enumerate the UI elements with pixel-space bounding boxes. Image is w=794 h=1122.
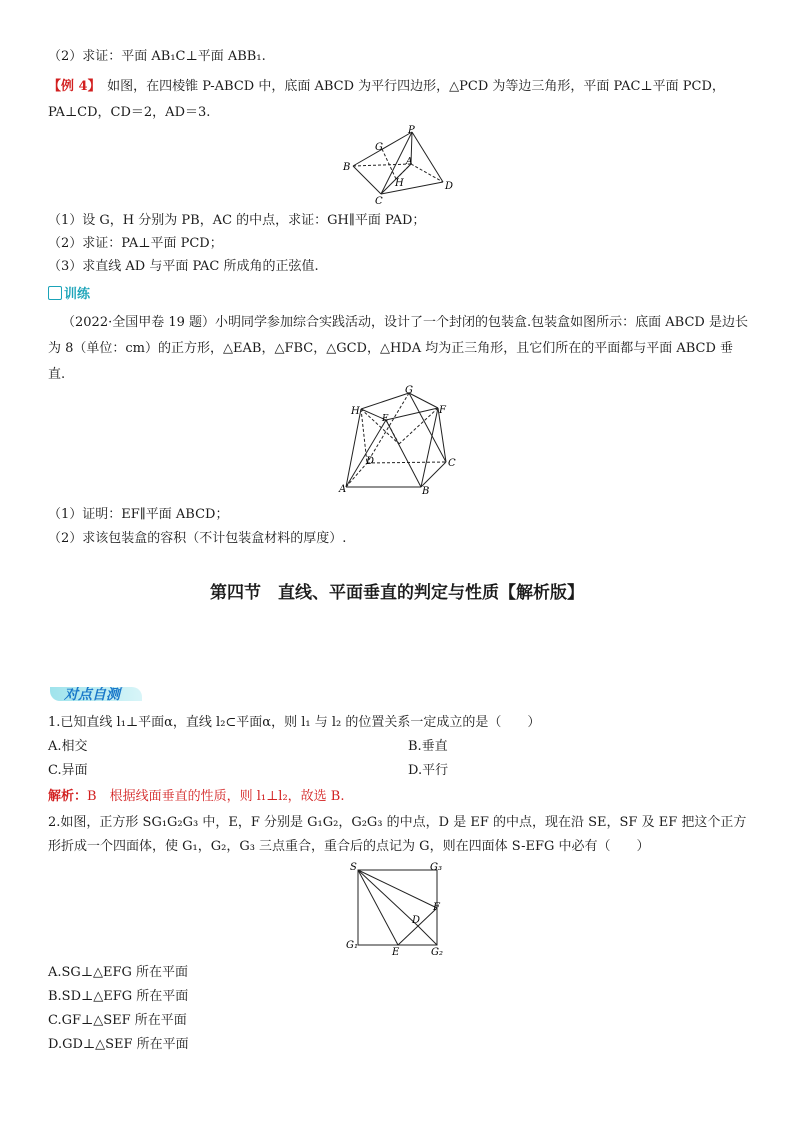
box-label-a: A xyxy=(339,484,347,495)
q1-option-b: B.垂直 xyxy=(408,739,448,754)
example4-stem-line2: PA⊥CD，CD＝2，AD＝3. xyxy=(48,105,211,120)
square-label-e: E xyxy=(392,947,400,956)
package-box-figure xyxy=(338,384,464,496)
pyramid-label-g: G xyxy=(375,142,383,153)
q2-stem-line1: 2.如图，正方形 SG₁G₂G₃ 中，E，F 分别是 G₁G₂，G₂G₃ 的中点，D 是 EF 的中点，现在沿 SE，SF 及 EF 把这个正方 xyxy=(48,815,747,830)
self-test-badge xyxy=(50,684,142,702)
q2-stem-line2: 形折成一个四面体，使 G₁，G₂，G₃ 三点重合，重合后的点记为 G，则在四面体 S-EFG 中必有（ ） xyxy=(48,839,650,854)
q2-option-d: D.GD⊥△SEF 所在平面 xyxy=(48,1037,189,1052)
badge-label: 对点自测 xyxy=(64,687,120,703)
box-label-f: F xyxy=(439,405,446,416)
example4-q3: （3）求直线 AD 与平面 PAC 所成角的正弦值. xyxy=(48,259,319,274)
training-stem: （2022·全国甲卷 19 题）小明同学参加综合实践活动，设计了一个封闭的包装盒.包装盒如图所示：底面 ABCD 是边长为 8（单位：cm）的正方形，△EAB，△FBC，△GCD，△HDA 均为正三角形，且它们所在的平面都与平面 ABCD 垂直. xyxy=(48,315,748,382)
box-label-g: G xyxy=(405,385,413,396)
q1-analysis-label: 解析： xyxy=(48,789,88,804)
example4-q1: （1）设 G，H 分别为 PB，AC 的中点，求证：GH∥平面 PAD； xyxy=(48,213,426,228)
training-header xyxy=(48,286,90,304)
pyramid-label-p: P xyxy=(408,125,415,136)
box-label-c: C xyxy=(448,458,456,469)
prev-question-2: （2）求证：平面 AB₁C⊥平面 ABB₁. xyxy=(48,49,266,64)
square-label-f: F xyxy=(433,902,440,913)
section-title: 第四节 直线、平面垂直的判定与性质【解析版】 xyxy=(210,583,584,603)
pencil-box-icon xyxy=(48,286,62,300)
box-label-d: D xyxy=(366,456,375,467)
example4-q2: （2）求证：PA⊥平面 PCD； xyxy=(48,236,223,251)
box-label-h: H xyxy=(351,406,360,417)
square-fold-figure xyxy=(342,858,454,956)
pyramid-label-h: H xyxy=(395,178,404,189)
q2-option-b: B.SD⊥△EFG 所在平面 xyxy=(48,989,189,1004)
box-label-e: E xyxy=(382,414,389,424)
q1-option-d: D.平行 xyxy=(408,763,449,778)
q1-option-a: A.相交 xyxy=(48,739,88,754)
q1-option-c: C.异面 xyxy=(48,763,88,778)
square-label-g3: G₃ xyxy=(430,862,442,873)
training-q1: （1）证明：EF∥平面 ABCD； xyxy=(48,507,229,522)
pyramid-label-d: D xyxy=(445,181,454,192)
example4-tag: 【例 4】 xyxy=(48,79,95,94)
q1-stem: 1.已知直线 l₁⊥平面α，直线 l₂⊂平面α，则 l₁ 与 l₂ 的位置关系一定成立的是（ ） xyxy=(48,715,541,730)
pyramid-label-c: C xyxy=(375,196,383,206)
example4-stem-text: 如图，在四棱锥 P-ABCD 中，底面 ABCD 为平行四边形，△PCD 为等边三角形，平面 PAC⊥平面 PCD， xyxy=(94,79,725,94)
square-label-d: D xyxy=(412,915,421,926)
square-label-s: S xyxy=(350,862,357,873)
training-q2: （2）求该包装盒的容积（不计包装盒材料的厚度）. xyxy=(48,531,347,546)
q1-analysis-text: B 根据线面垂直的性质，则 l₁⊥l₂，故选 B. xyxy=(87,789,345,804)
square-label-g1: G₁ xyxy=(346,940,358,951)
pyramid-label-a: A xyxy=(406,157,413,167)
q2-option-c: C.GF⊥△SEF 所在平面 xyxy=(48,1013,187,1028)
pyramid-figure xyxy=(335,124,460,206)
pyramid-label-b: B xyxy=(343,162,351,173)
example4-stem-line1 xyxy=(48,78,725,96)
q2-option-a: A.SG⊥△EFG 所在平面 xyxy=(48,965,189,980)
training-header-label: 训练 xyxy=(64,287,91,302)
box-label-b: B xyxy=(422,486,430,496)
square-label-g2: G₂ xyxy=(431,947,443,956)
q1-analysis xyxy=(48,788,344,806)
